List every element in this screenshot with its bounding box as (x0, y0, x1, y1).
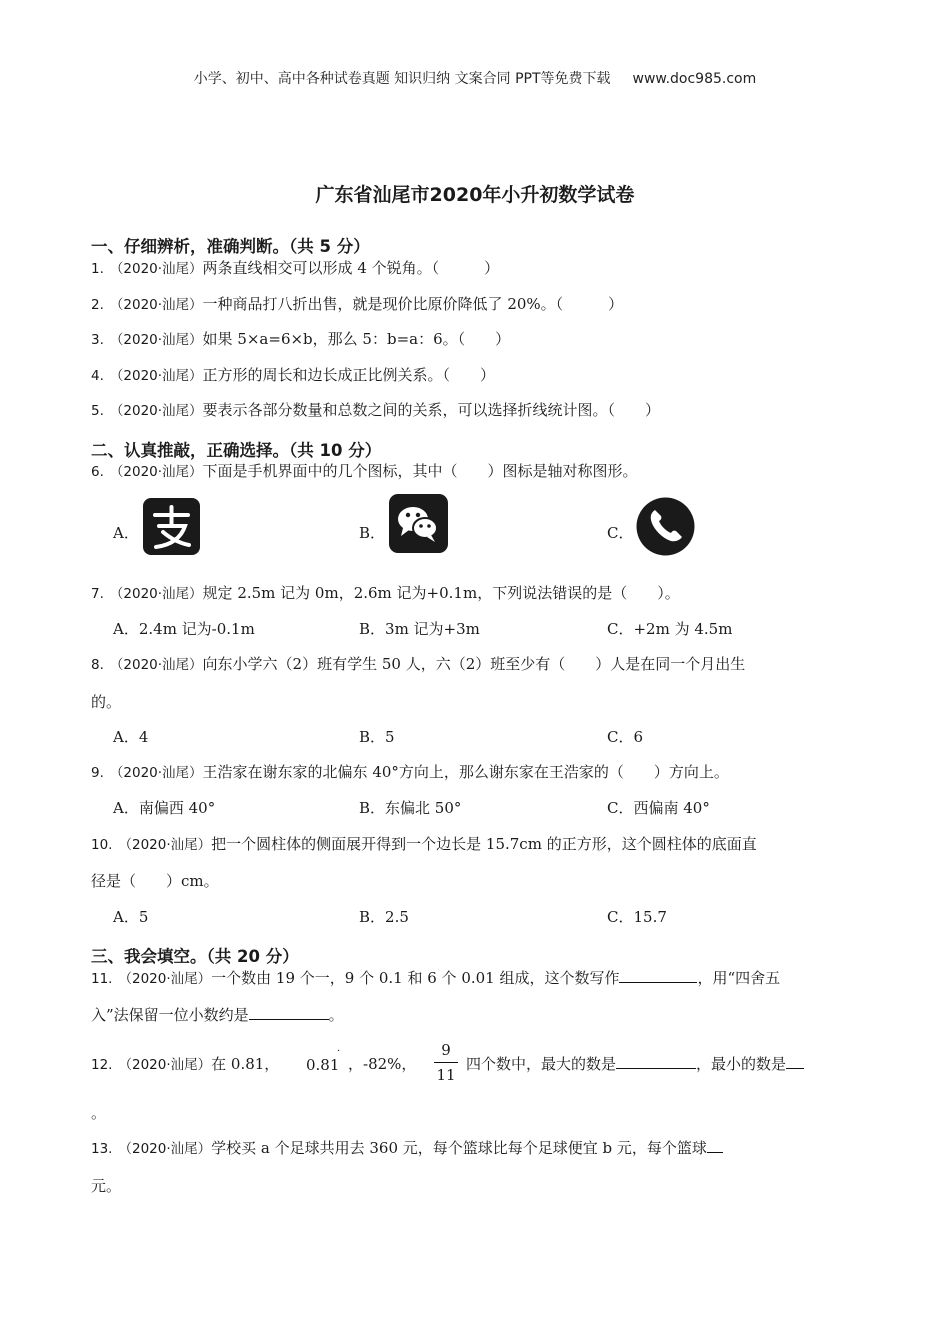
q-source: （2020·汕尾） (109, 297, 203, 313)
section-3-heading: 三、我会填空。（共 20 分） (91, 947, 299, 966)
q-source: （2020·汕尾） (109, 261, 203, 277)
repeating-decimal (306, 1046, 341, 1074)
q8-continuation: 的。 (91, 693, 122, 711)
q13-continuation: 元。 (91, 1177, 122, 1195)
answer-blank[interactable] (616, 1054, 696, 1069)
q-source: （2020·汕尾） (118, 1057, 212, 1073)
q-text: 把一个圆柱体的侧面展开得到一个边长是 15.7cm 的正方形，这个圆柱体的底面直 (211, 835, 757, 853)
question-4 (91, 365, 495, 386)
q-text: 一个数由 19 个一，9 个 0.1 和 6 个 0.01 组成，这个数写作 (211, 969, 620, 987)
question-6 (91, 461, 638, 482)
q-text: 正方形的周长和边长成正比例关系。（ ） (202, 366, 496, 384)
fraction-numerator: 9 (441, 1041, 451, 1059)
q-source: （2020·汕尾） (109, 368, 203, 384)
q-num: 6. (91, 464, 104, 480)
q-text: 规定 2.5m 记为 0m，2.6m 记为+0.1m，下列说法错误的是（ ）。 (202, 584, 680, 602)
q10-option-b: B．2.5 (359, 908, 409, 926)
q-text: 下面是手机界面中的几个图标，其中（ ）图标是轴对称图形。 (202, 462, 638, 480)
q-text: 在 0.81， (211, 1055, 280, 1073)
q-text: ，用“四舍五 (697, 969, 781, 987)
q-num: 13. (91, 1141, 113, 1157)
q8-option-c: C．6 (607, 728, 644, 746)
answer-blank[interactable] (707, 1138, 723, 1153)
answer-blank[interactable] (249, 1005, 329, 1020)
q-text: 学校买 a 个足球共用去 360 元，每个篮球比每个足球便宜 b 元，每个篮球 (211, 1139, 707, 1157)
q6-option-c: C． (607, 524, 634, 542)
q-num: 5. (91, 403, 104, 419)
q-num: 4. (91, 368, 104, 384)
q7-option-c: C．+2m 为 4.5m (607, 620, 733, 638)
q-num: 7. (91, 586, 104, 602)
q8-option-a: A．4 (113, 728, 149, 746)
q-num: 2. (91, 297, 104, 313)
section-2-heading: 二、认真推敲，正确选择。（共 10 分） (91, 441, 382, 460)
q-source: （2020·汕尾） (118, 971, 212, 987)
q10-option-c: C．15.7 (607, 908, 667, 926)
q6-option-a: A． (113, 524, 139, 542)
q-text: 。 (328, 1006, 344, 1024)
question-9 (91, 762, 729, 783)
fraction (434, 1040, 458, 1085)
alipay-icon (143, 498, 200, 559)
question-7 (91, 583, 680, 604)
phone-icon (636, 497, 695, 560)
q-source: （2020·汕尾） (109, 657, 203, 673)
q12-continuation: 。 (91, 1104, 107, 1122)
q-source: （2020·汕尾） (109, 332, 203, 348)
question-1 (91, 258, 499, 279)
header-text: 小学、初中、高中各种试卷真题 知识归纳 文案合同 PPT等免费下载 (193, 71, 611, 87)
q11-continuation (91, 1005, 344, 1025)
answer-blank[interactable] (786, 1054, 804, 1069)
q-num: 3. (91, 332, 104, 348)
question-5 (91, 400, 660, 421)
q-num: 12. (91, 1057, 113, 1073)
q-text: ，最小的数是 (696, 1055, 787, 1073)
q9-option-b: B．东偏北 50° (359, 799, 462, 817)
q10-option-a: A．5 (113, 908, 149, 926)
q12-text-3 (466, 1054, 804, 1074)
q-text: 要表示各部分数量和总数之间的关系，可以选择折线统计图。（ ） (202, 401, 661, 419)
q8-option-b: B．5 (359, 728, 395, 746)
q-text: 一种商品打八折出售，就是现价比原价降低了 20%。（ ） (202, 295, 624, 313)
q9-option-c: C．西偏南 40° (607, 799, 710, 817)
q7-option-a: A．2.4m 记为-0.1m (113, 620, 255, 638)
q9-option-a: A．南偏西 40° (113, 799, 216, 817)
fraction-denominator: 11 (436, 1066, 456, 1084)
q-text: 王浩家在谢东家的北偏东 40°方向上，那么谢东家在王浩家的（ ）方向上。 (202, 763, 729, 781)
q-source: （2020·汕尾） (118, 837, 212, 853)
q-source: （2020·汕尾） (118, 1141, 212, 1157)
q-num: 11. (91, 971, 113, 987)
repeat-dot: · (337, 1046, 341, 1057)
header-site: www.doc985.com (632, 71, 757, 87)
q-num: 9. (91, 765, 104, 781)
section-1-heading: 一、仔细辨析，准确判断。（共 5 分） (91, 237, 370, 256)
question-12 (91, 1054, 279, 1075)
repeating-decimal-value: 0.81 (306, 1056, 340, 1074)
q-num: 1. (91, 261, 104, 277)
q6-option-b: B． (359, 524, 386, 542)
question-8 (91, 654, 745, 675)
page-header (0, 68, 950, 88)
q-source: （2020·汕尾） (109, 765, 203, 781)
question-2 (91, 294, 623, 315)
q-num: 8. (91, 657, 104, 673)
q-text: 如果 5×a=6×b，那么 5：b=a：6。（ ） (202, 330, 511, 348)
q10-continuation: 径是（ ）cm。 (91, 872, 219, 890)
fraction-bar (434, 1062, 458, 1063)
q-text: 向东小学六（2）班有学生 50 人，六（2）班至少有（ ）人是在同一个月出生 (202, 655, 746, 673)
question-10 (91, 834, 757, 855)
q-source: （2020·汕尾） (109, 586, 203, 602)
page-title: 广东省汕尾市2020年小升初数学试卷 (315, 184, 635, 206)
q-text: 两条直线相交可以形成 4 个锐角。（ ） (202, 259, 500, 277)
q-source: （2020·汕尾） (109, 403, 203, 419)
q-num: 10. (91, 837, 113, 853)
q-text: 四个数中，最大的数是 (466, 1055, 617, 1073)
q-text: 入”法保留一位小数约是 (91, 1006, 249, 1024)
q7-option-b: B．3m 记为+3m (359, 620, 480, 638)
question-3 (91, 329, 510, 350)
question-11 (91, 968, 780, 989)
question-13 (91, 1138, 723, 1159)
q12-text-2: ，-82%， (348, 1055, 417, 1073)
q-source: （2020·汕尾） (109, 464, 203, 480)
wechat-icon (389, 494, 448, 557)
answer-blank[interactable] (619, 968, 697, 983)
